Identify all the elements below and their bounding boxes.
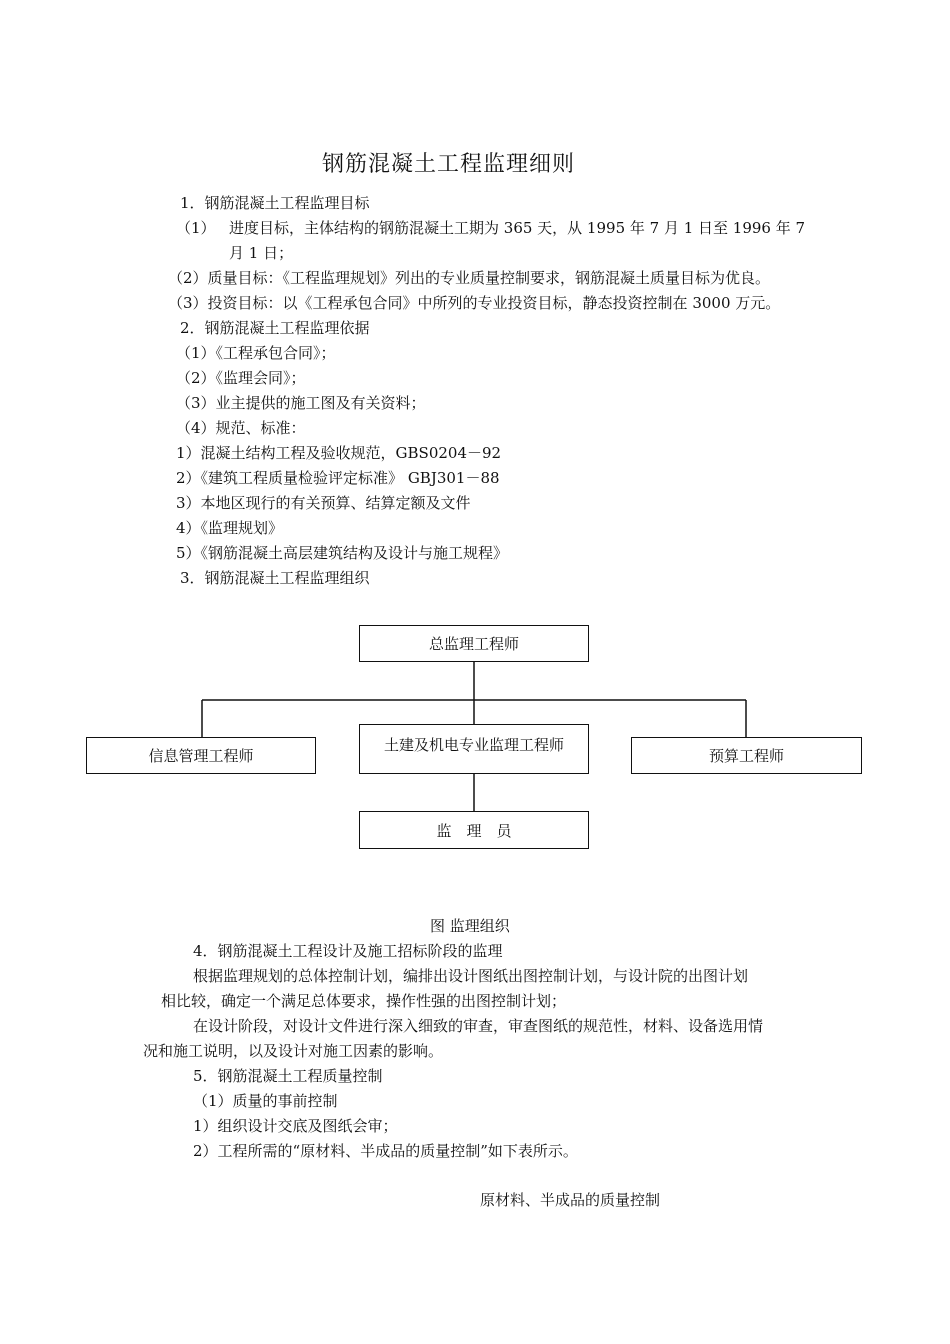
section-4-paragraph-2-line-1: 在设计阶段，对设计文件进行深入细致的审查，审查图纸的规范性，材料、设备选用情 bbox=[193, 1017, 764, 1035]
section-5-subheading: （1）质量的事前控制 bbox=[193, 1092, 338, 1110]
list-item: （4）规范、标准： bbox=[176, 419, 306, 437]
org-box-chief-engineer bbox=[359, 625, 589, 662]
section-5-item-2: 2）工程所需的“原材料、半成品的质量控制”如下表所示。 bbox=[193, 1142, 578, 1160]
org-box-civil-engineer bbox=[359, 724, 589, 774]
page-title: 钢筋混凝土工程监理细则 bbox=[322, 152, 576, 177]
section-1-item-1-line-2: 月 1 日； bbox=[229, 244, 294, 262]
org-box-info-engineer bbox=[86, 737, 316, 774]
section-4-heading: 4．钢筋混凝土工程设计及施工招标阶段的监理 bbox=[193, 942, 503, 960]
list-item: 1）混凝土结构工程及验收规范，GBS0204－92 bbox=[176, 444, 502, 462]
org-box-label: 预算工程师 bbox=[708, 747, 784, 765]
table-title: 原材料、半成品的质量控制 bbox=[480, 1191, 661, 1209]
section-4-paragraph-1-line-2: 相比较，确定一个满足总体要求，操作性强的出图控制计划； bbox=[161, 992, 567, 1010]
section-5-item-1: 1）组织设计交底及图纸会审； bbox=[193, 1117, 398, 1135]
section-1-item-1-line-1: 进度目标，主体结构的钢筋混凝土工期为 365 天，从 1995 年 7 月 1 日至 1996 年 7 bbox=[229, 219, 806, 237]
list-item: （2）《监理会同》； bbox=[176, 369, 306, 387]
figure-caption: 图 监理组织 bbox=[430, 917, 510, 935]
list-item: 2）《建筑工程质量检验评定标准》 GBJ301－88 bbox=[176, 469, 500, 487]
section-5-heading: 5．钢筋混凝土工程质量控制 bbox=[193, 1067, 383, 1085]
list-item: （3）业主提供的施工图及有关资料； bbox=[176, 394, 426, 412]
list-item: 5）《钢筋混凝土高层建筑结构及设计与施工规程》 bbox=[176, 544, 509, 562]
section-2-heading: 2．钢筋混凝土工程监理依据 bbox=[180, 319, 370, 337]
section-1-heading: 1．钢筋混凝土工程监理目标 bbox=[180, 194, 370, 212]
section-3-heading: 3．钢筋混凝土工程监理组织 bbox=[180, 569, 370, 587]
section-1-item-3: （3）投资目标：以《工程承包合同》中所列的专业投资目标，静态投资控制在 3000 万元。 bbox=[168, 294, 781, 312]
org-box-label: 土建及机电专业监理工程师 bbox=[383, 736, 564, 754]
section-4-paragraph-2-line-2: 况和施工说明，以及设计对施工因素的影响。 bbox=[143, 1042, 444, 1060]
org-box-inspector bbox=[359, 811, 589, 849]
list-item: 4）《监理规划》 bbox=[176, 519, 284, 537]
org-box-label: 信息管理工程师 bbox=[148, 747, 254, 765]
section-1-item-1-number: （1） bbox=[176, 219, 216, 237]
section-4-paragraph-1-line-1: 根据监理规划的总体控制计划，编排出设计图纸出图控制计划，与设计院的出图计划 bbox=[193, 967, 749, 985]
section-1-item-2: （2）质量目标：《工程监理规划》列出的专业质量控制要求，钢筋混凝土质量目标为优良。 bbox=[168, 269, 771, 287]
list-item: 3）本地区现行的有关预算、结算定额及文件 bbox=[176, 494, 471, 512]
list-item: （1）《工程承包合同》； bbox=[176, 344, 336, 362]
org-box-label: 总监理工程师 bbox=[428, 635, 519, 653]
org-box-budget-engineer bbox=[631, 737, 862, 774]
org-box-label: 监 理 员 bbox=[436, 822, 512, 840]
